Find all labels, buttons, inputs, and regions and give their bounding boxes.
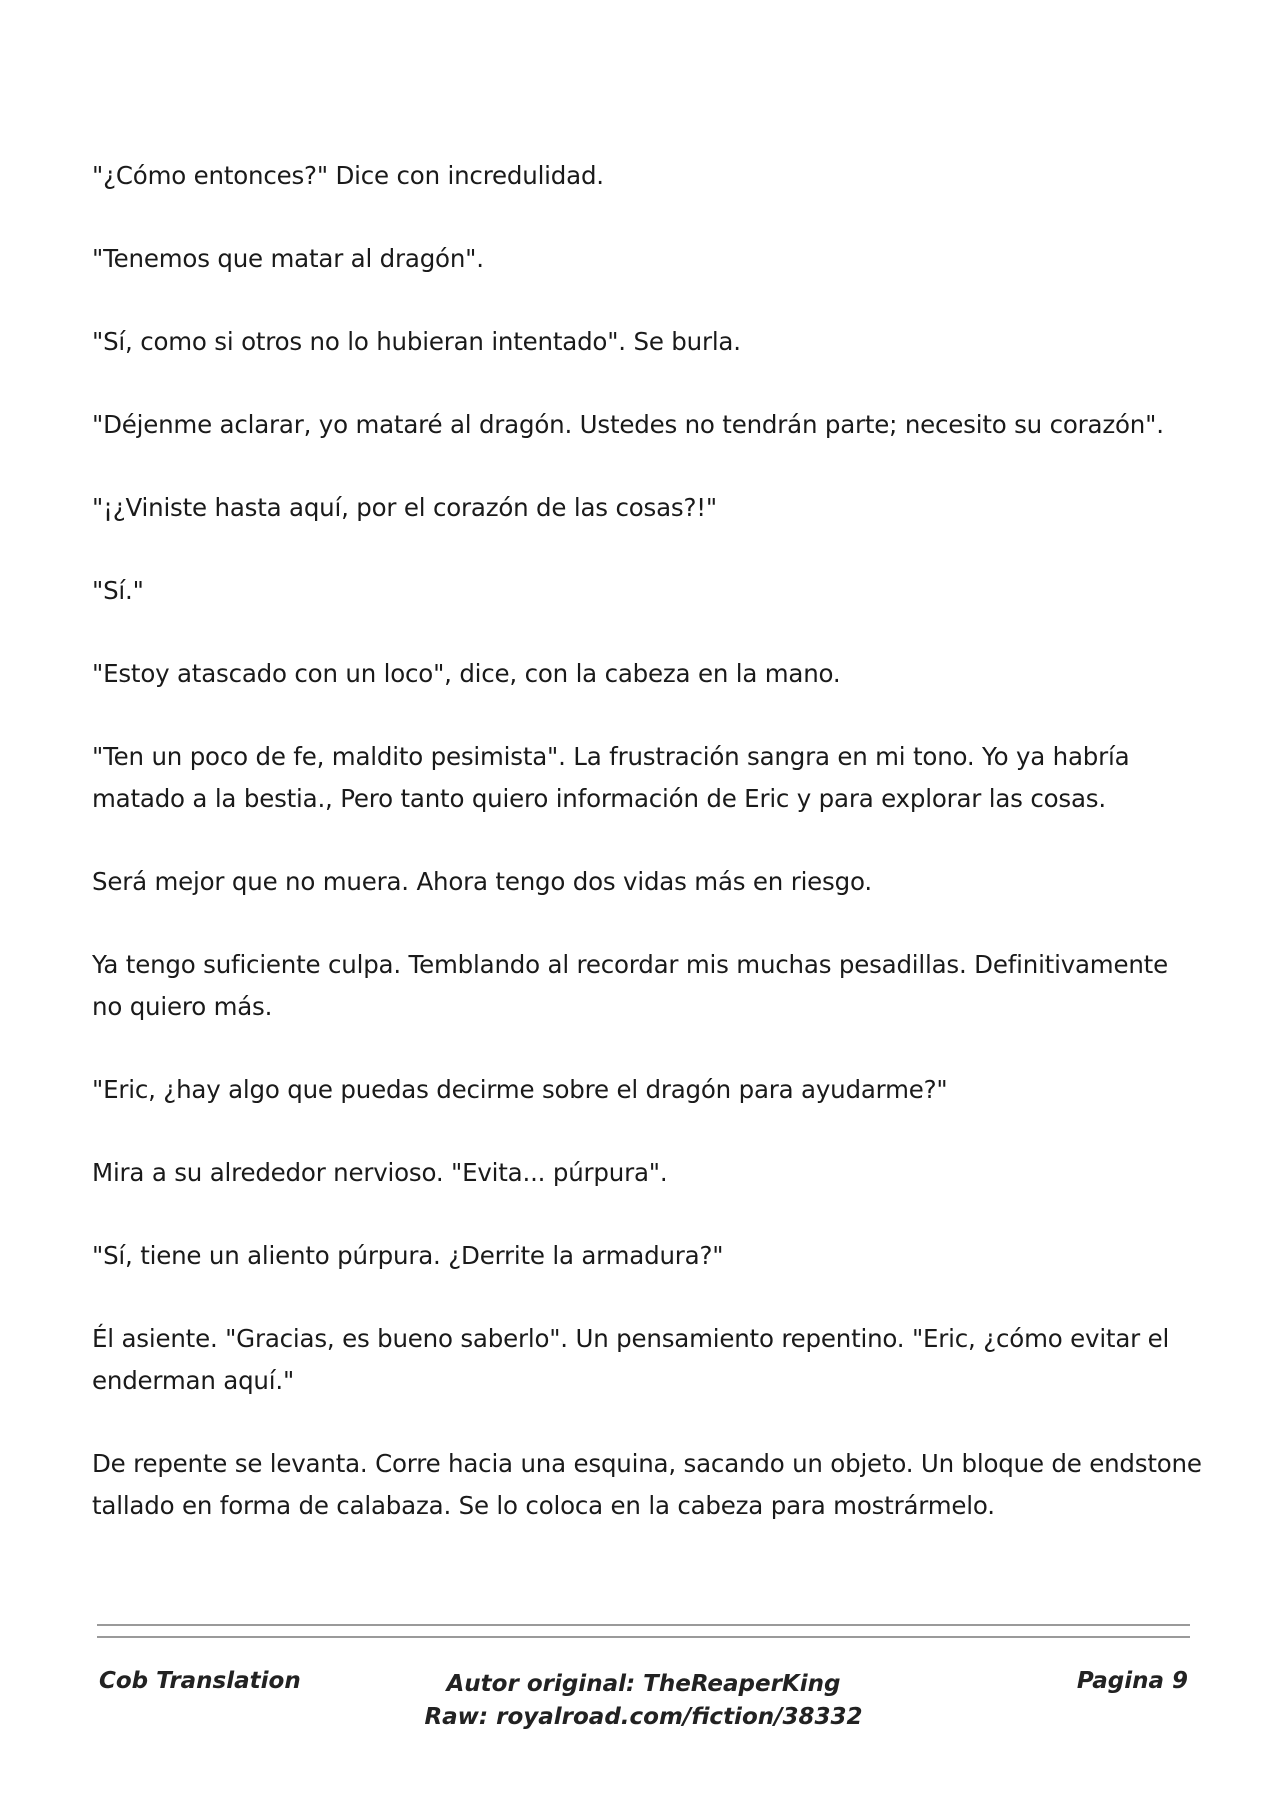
paragraph: "Tenemos que matar al dragón". <box>92 244 484 273</box>
paragraph: "Sí, tiene un aliento púrpura. ¿Derrite la armadura?" <box>92 1241 724 1270</box>
footer-page-number: Pagina 9 <box>1076 1668 1188 1694</box>
paragraph: Ya tengo suficiente culpa. Temblando al recordar mis muchas pesadillas. Definitivamente no quiero más. <box>92 950 1168 1021</box>
page-footer <box>97 1668 1190 1748</box>
paragraph: "Estoy atascado con un loco", dice, con la cabeza en la mano. <box>92 659 841 688</box>
paragraph: "Sí, como si otros no lo hubieran intentado". Se burla. <box>92 327 741 356</box>
footer-divider-bottom <box>97 1636 1190 1638</box>
paragraph: Será mejor que no muera. Ahora tengo dos vidas más en riesgo. <box>92 867 872 896</box>
paragraph: "Eric, ¿hay algo que puedas decirme sobre el dragón para ayudarme?" <box>92 1075 948 1104</box>
paragraph: "¿Cómo entonces?" Dice con incredulidad. <box>92 161 604 190</box>
chapter-text <box>92 155 1202 1568</box>
paragraph: "Sí." <box>92 576 144 605</box>
footer-divider-top <box>97 1624 1190 1626</box>
footer-source-info <box>97 1668 1190 1734</box>
paragraph: "¡¿Viniste hasta aquí, por el corazón de las cosas?!" <box>92 493 717 522</box>
paragraph: "Ten un poco de fe, maldito pesimista". La frustración sangra en mi tono. Yo ya habría matado a la bestia., Pero tanto quiero información de Eric y para explorar las cosas. <box>92 742 1130 813</box>
paragraph: "Déjenme aclarar, yo mataré al dragón. Ustedes no tendrán parte; necesito su corazón". <box>92 410 1164 439</box>
paragraph: Él asiente. "Gracias, es bueno saberlo". Un pensamiento repentino. "Eric, ¿cómo evitar el enderman aquí." <box>92 1324 1170 1395</box>
footer-translator-credit: Cob Translation <box>99 1668 301 1694</box>
paragraph: Mira a su alrededor nervioso. "Evita... púrpura". <box>92 1158 668 1187</box>
paragraph: De repente se levanta. Corre hacia una esquina, sacando un objeto. Un bloque de endstone tallado en forma de calabaza. Se lo coloca en la cabeza para mostrármelo. <box>92 1449 1202 1520</box>
footer-raw-link: Raw: royalroad.com/fiction/38332 <box>424 1704 863 1730</box>
footer-original-author: Autor original: TheReaperKing <box>446 1671 841 1697</box>
